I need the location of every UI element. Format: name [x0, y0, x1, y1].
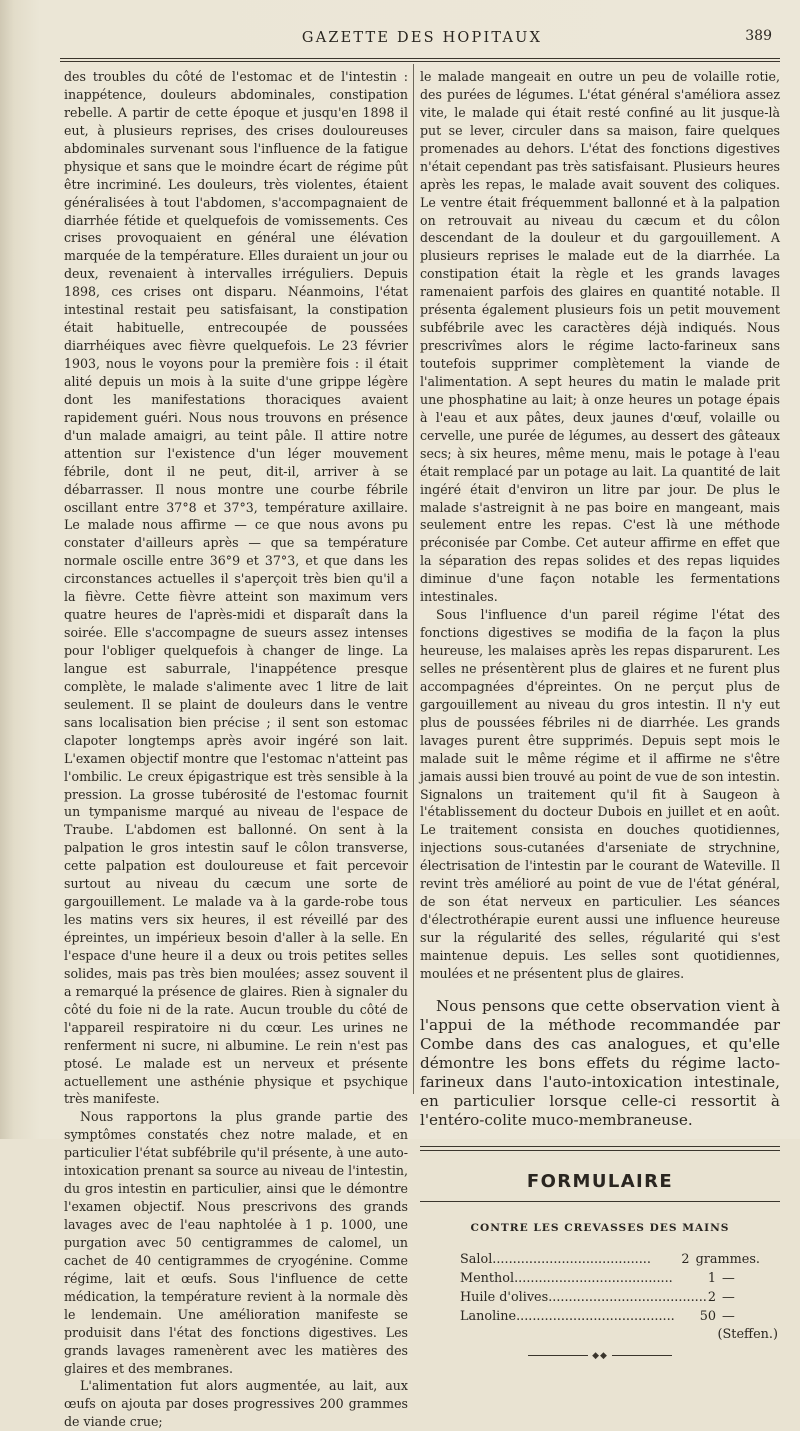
ingredient-qty: 2: [681, 1252, 690, 1268]
formulaire-subtitle: CONTRE LES CREVASSES DES MAINS: [470, 1222, 730, 1235]
paragraph: le malade mangeait en outre un peu de volaille rotie, des purées de légumes. L'état général s'améliora assez vite, le malade qui était resté confiné au lit jusque-là put se lever, circuler dans sa maison, faire quelques promenades au dehors. L'état des fonctions digestives n'était cependant pas très satisfaisant. Plusieurs heures après les repas, le malade avait souvent des coliques. Le ventre était fréquemment ballonné et à la palpation on retrouvait au niveau du cæcum et du côlon descendant de la douleur et du gargouillement. A plusieurs reprises le malade eut de la diarrhée. La constipation était la règle et les grands lavages ramenaient parfois des glaires en quantité notable. Il présenta également plusieurs fois un petit mouvement subfébrile avec les caractères déjà indiqués. Nous prescrivîmes alors le régime lacto-farineux sans toutefois supprimer complètement la viande de l'alimentation. A sept heures du matin le malade prit une phosphatine au lait; à onze heures un potage épais à l'eau et aux pâtes, deux jaunes d'œuf, volaille ou cervelle, une purée de légumes, au dessert des gâteaux secs; à six heures, même menu, mais le potage à l'eau était remplacé par un potage au lait. La quantité de lait ingéré était d'environ un litre par jour. De plus le malade s'astreignit à ne pas boire en mangeant, mais seulement entre les repas. C'est là une méthode préconisée par Combe. Cet auteur affirme en effet que la séparation des repas solides et des repas liquides diminue d'une façon notable les fermentations intestinales.: [420, 69, 780, 605]
ingredient-name: Menthol.......................................: [460, 1271, 673, 1287]
formulaire-title: FORMULAIRE: [526, 1171, 674, 1193]
ingredient-unit: grammes.: [695, 1252, 760, 1268]
page-header: [66, 30, 778, 52]
right-column: [420, 68, 780, 1366]
journal-title: GAZETTE DES HOPITAUX: [301, 30, 543, 46]
ingredient-row: [460, 1269, 760, 1288]
left-column: [64, 68, 408, 1431]
ingredient-qty: 1: [707, 1271, 716, 1287]
ingredient-row: [460, 1288, 760, 1307]
paragraph: Nous rapportons la plus grande partie des symptômes constatés chez notre malade, et en particulier l'état subfébrile qu'il présente, à une auto-intoxication prenant sa source au niveau de l'intestin, du gros intestin en particulier, ainsi que le démontre l'examen objectif. Nous prescrivons des grands lavages avec de l'eau naphtolée à 1 p. 1000, une purgation avec 50 centigrammes de calomel, un cachet de 40 centigrammes de cryogénine. Comme régime, lait et œufs. Sous l'influence de cette médication, la température revient à la normale dès le lendemain. Une amélioration manifeste se produisit dans l'état des fonctions digestives. Les grands lavages ramenèrent avec les matières des glaires et des membranes.: [64, 1109, 408, 1376]
column-divider: [413, 64, 414, 1094]
ingredient-unit: —: [722, 1290, 735, 1306]
ingredient-qty: 2: [707, 1290, 716, 1306]
ingredient-row: [460, 1307, 760, 1326]
conclusion-paragraph: Nous pensons que cette observation vient à l'appui de la méthode recommandée par Combe dans des cas analogues, et qu'elle démontre les bons effets du régime lacto-farineux dans l'auto-intoxication intestinale, en particulier lorsque celle-ci ressortit à l'entéro-colite muco-membraneuse.: [420, 996, 780, 1130]
ingredient-name: Huile d'olives.......................................: [460, 1290, 707, 1306]
ingredient-name: Salol.......................................: [460, 1252, 651, 1268]
section-rule: [420, 1146, 780, 1151]
paragraph: L'alimentation fut alors augmentée, au lait, aux œufs on ajouta par doses progressives 200 grammes de viande crue;: [64, 1378, 408, 1430]
ingredient-unit: —: [722, 1309, 735, 1325]
ingredient-qty: 50: [699, 1309, 716, 1325]
paragraph: des troubles du côté de l'estomac et de l'intestin : inappétence, douleurs abdominales, constipation rebelle. A partir de cette époque et jusqu'en 1898 il eut, à plusieurs reprises, des crises douloureuses abdominales survenant sous l'influence de la fatigue physique et sans que le moindre écart de régime pût être incriminé. Les douleurs, très violentes, étaient généralisées à tout l'abdomen, s'accompagnaient de diarrhée fétide et quelquefois de vomissements. Ces crises provoquaient en général une élévation marquée de la température. Elles duraient un jour ou deux, revenaient à intervalles irréguliers. Depuis 1898, ces crises ont disparu. Néanmoins, l'état intestinal restait peu satisfaisant, la constipation était habituelle, entrecoupée de poussées diarrhéiques avec fièvre quelquefois. Le 23 février 1903, nous le voyons pour la première fois : il était alité depuis un mois à la suite d'une grippe légère dont les manifestations thoraciques avaient rapidement guéri. Nous nous trouvons en présence d'un malade amaigri, au teint pâle. Il attire notre attention sur l'existence d'un léger mouvement fébrile, dont il ne peut, dit-il, arriver à se débarrasser. Il nous montre une courbe fébrile oscillant entre 37°8 et 37°3, température axillaire. Le malade nous affirme — ce que nous avons pu constater d'ailleurs après — que sa température normale oscille entre 36°9 et 37°3, et que dans les circonstances actuelles il s'aperçoit très bien qu'il a la fièvre. Cette fièvre atteint son maximum vers quatre heures de l'après-midi et disparaît dans la soirée. Elle s'accompagne de sueurs assez intenses pour l'obliger quelquefois à changer de linge. La langue est saburrale, l'inappétence presque complète, le malade s'alimente avec 1 litre de lait seulement. Il se plaint de douleurs dans le ventre sans localisation bien précise ; il sent son estomac clapoter longtemps après avoir ingéré son lait. L'examen objectif montre que l'estomac n'atteint pas l'ombilic. Le creux épigastrique est très sensible à la pression. La grosse tubérosité de l'estomac fournit un tympanisme marqué au niveau de l'espace de Traube. L'abdomen est ballonné. On sent à la palpation le gros intestin sauf le côlon transverse, cette palpation est douloureuse et fait percevoir surtout au niveau du cæcum une sorte de gargouillement. Le malade va à la garde-robe tous les matins vers six heures, il est réveillé par des épreintes, un impérieux besoin d'aller à la selle. En l'espace d'une heure il a deux ou trois petites selles solides, mais pas très bien moulées; assez souvent il a remarqué la présence de glaires. Rien à signaler du côté du foie ni de la rate. Aucun trouble du côté de l'appareil respiratoire ni du cœur. Les urines ne renferment ni sucre, ni albumine. Le rein n'est pas ptosé. Le malade est un nerveux et présente actuellement une asthénie physique et psychique très manifeste.: [64, 69, 408, 1107]
paragraph: Sous l'influence d'un pareil régime l'état des fonctions digestives se modifia de la façon la plus heureuse, les malaises après les repas disparurent. Les selles ne présentèrent plus de glaires et ne furent plus accompagnées d'épreintes. On ne perçut plus de gargouillement au niveau du gros intestin. Il n'y eut plus de poussées fébriles ni de diarrhée. Les grands lavages purent être supprimés. Depuis sept mois le malade suit le même régime et il affirme ne s'être jamais aussi bien trouvé au point de vue de son intestin. Signalons un traitement qu'il fit à Saugeon à l'établissement du docteur Dubois en juillet et en août. Le traitement consista en douches quotidiennes, injections sous-cutanées d'arseniate de strychnine, électrisation de l'intestin par le courant de Wateville. Il revint très amélioré au point de vue de l'état général, de son état nerveux en particulier. Les séances d'électrothérapie eurent aussi une influence heureuse sur la régularité des selles, régularité qui s'est maintenue depuis. Les selles sont quotidiennes, moulées et ne présentent plus de glaires.: [420, 607, 780, 981]
ingredient-unit: —: [722, 1271, 735, 1287]
page-number: 389: [745, 28, 772, 44]
header-rule: [60, 58, 780, 62]
ornament-divider: ◆◆: [420, 1348, 780, 1366]
ingredient-row: [460, 1250, 760, 1269]
ingredient-name: Lanoline.......................................: [460, 1309, 675, 1325]
ingredient-list: [460, 1250, 760, 1326]
title-rule: [420, 1201, 780, 1202]
formula-author: (Steffen.): [717, 1327, 778, 1343]
